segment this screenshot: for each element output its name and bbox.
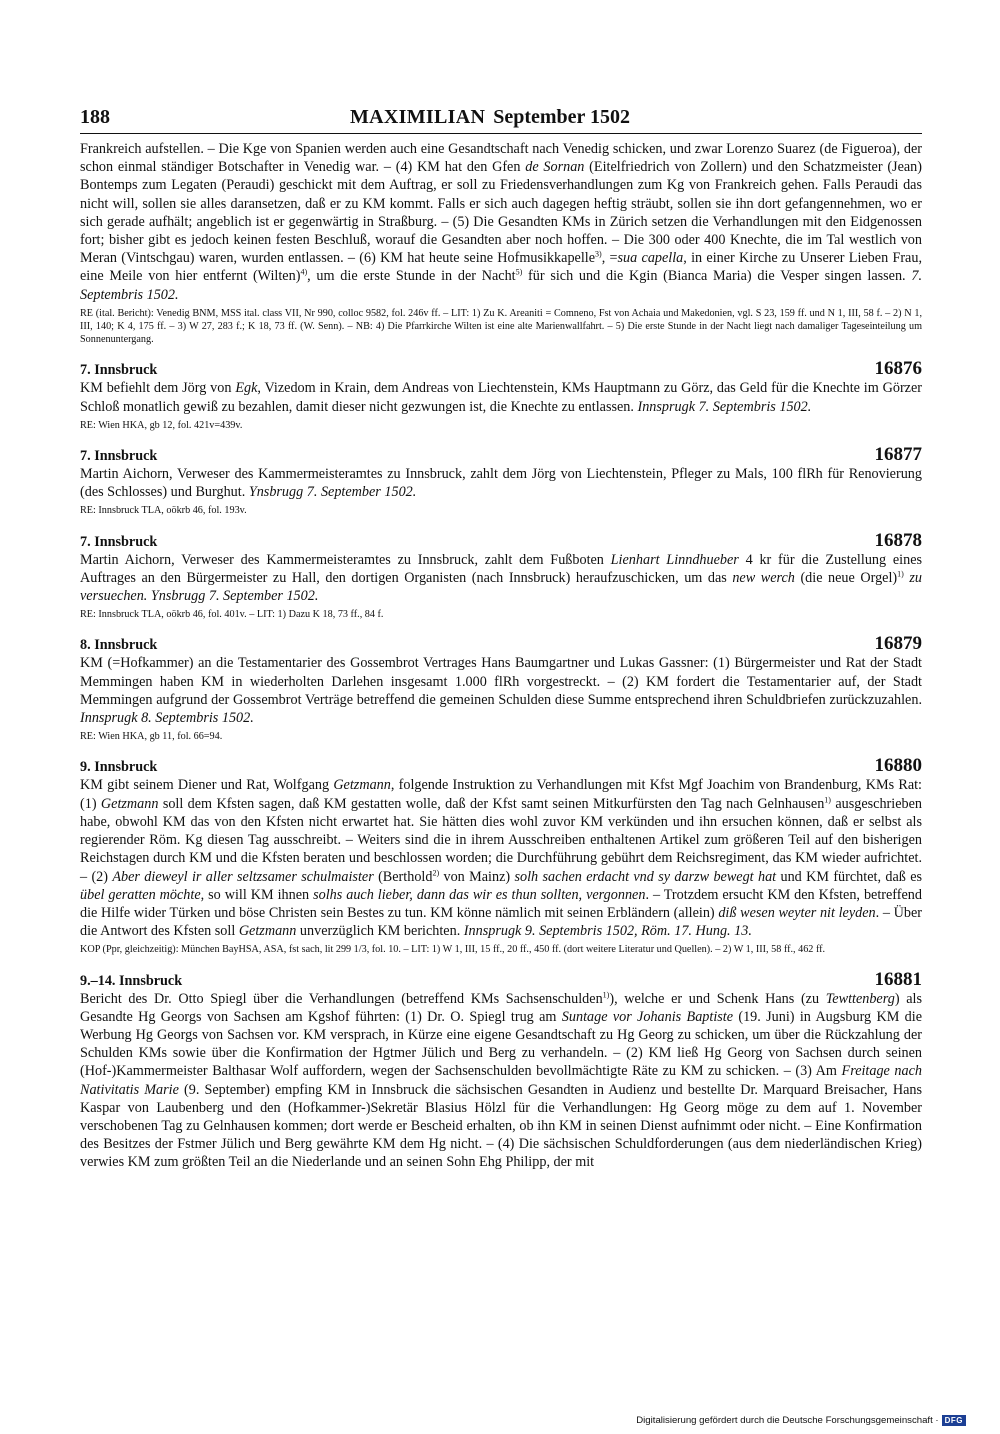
entry-body: KM (=Hofkammer) an die Testamentarier des Gossembrot Vertrages Hans Baumgartner und Lukas Gassner: (1) Bürgermeister und Rat der Stadt Memmingen haben KM in wiederholten Darlehen insgesamt 1.000 flRh vorgestreckt. – (2) KM fordert die Testamentarier auf, der Stadt Memmingen aufgrund der Gossembrot Verträge betreffend die gemeinen Schulden diese Summe entsprechend ihren Schuldbriefen zurückzuzahlen. Innsprugk 8. Septembris 1502. [80,655,922,727]
entry-heading [80,968,922,990]
entry-body: Frankreich aufstellen. – Die Kge von Spanien werden auch eine Gesandtschaft nach Venedig schicken, und zwar Lorenzo Suarez (de Figueroa), der schon einmal ständiger Botschafter in Venedig war. – (4) KM hat den Gfen de Sornan (Eitelfriedrich von Zollern) und den Schatzmeister (Jean) Bontemps zum Legaten (Peraudi) geschickt mit dem Auftrag, er soll zu Friedensverhandlungen zum Kg von Frankreich gehen. Falls Peraudi das nicht will, sollen sie alles daransetzen, daß er zu KM kommt. Falls er sich auch dagegen heftig sträubt, sollen sie ihn dort gefangennehmen, wo er sich gerade aufhält; angeblich ist er gegenwärtig in Straßburg. – (5) Die Gesandten KMs in Zürich setzen die Verhandlungen mit den Eidgenossen fort; bisher gibt es jedoch keinen festen Beschluß, worauf die Gesandten aber noch hoffen. – Die 300 oder 400 Knechte, die im Tal westlich von Meran (Vintschgau) waren, wurden entlassen. – (6) KM hat heute seine Hofmusikkapelle$^{3)}$, =sua capella, in einer Kirche zu Unserer Lieben Frau, eine Meile von hier entfernt (Wilten)$^{4)}$, um die erste Stunde in der Nacht$^{5)}$ für sich und die Kgin (Bianca Maria) die Vesper singen lassen. 7. Septembris 1502. [80,141,922,303]
entry-heading [80,360,922,379]
running-title: MAXIMILIAN [350,106,486,128]
entry-date-place: 9. Innsbruck [80,759,158,776]
entry-date-place: 7. Innsbruck [80,362,158,379]
entry-number: 16880 [874,755,922,777]
entry-number: 16876 [874,358,922,380]
entry-body: Martin Aichorn, Verweser des Kammermeisteramtes zu Innsbruck, zahlt dem Jörg von Liechtenstein, Pfleger zu Mals, 100 flRh für Renovierung (des Schlosses) und Burghut. Ynsbrugg 7. September 1502. [80,466,922,501]
entry-heading [80,635,922,654]
entry-body: Bericht des Dr. Otto Spiegl über die Verhandlungen (betreffend KMs Sachsenschulden$^{1)}$), welche er und Schenk Hans (zu Tewttenberg) als Gesandte Hg Georgs von Sachsen am Kgshof führten: (1) Dr. O. Spiegl trug am Suntage vor Johanis Baptiste (19. Juni) in Augsburg KM die Werbung Hg Georgs von Sachsen vor. KM versprach, in Kürze eine eigene Gesandtschaft zu Hg Georg zu schicken, um über die Rückzahlung der Schulden KMs sowie über die Konfirmation der Hgtmer Jülich und Berg zu verhandeln. – (2) KM ließ Hg Georg von Sachsen durch seinen (Hof-)Kammermeister Balthasar Wolf auffordern, wegen der Sachsenschulden bevollmächtigte Räte zu KM zu schicken. – (3) Am Freitage nach Nativitatis Marie (9. September) empfing KM in Innsbruck die sächsischen Gesandten in Audienz und bestellte Dr. Marquard Breisacher, Hans Kaspar von Laubenberg und den (Hofkammer-)Sekretär Blasius Hölzl für die Verhandlungen: Hg Georg möge zu dem auf 1. November verschobenen Tag zu Gelnhausen kommen; dort werde er Bescheid erhalten, ob ihn KM in seinen Dienst aufnimmt oder nicht. – Eine Konfirmation des Besitzes der Fstmer Jülich und Berg gewährte KM dem Hg nicht. – (4) Die sächsischen Schuldforderungen (aus dem niederländischen Krieg) verwies KM zum größten Teil an die Niederlande und an seinen Sohn Ehg Philipp, der mit [80,989,922,1171]
entry-number: 16881 [874,968,922,990]
entry-note: RE: Innsbruck TLA, oökrb 46, fol. 401v. – LIT: 1) Dazu K 18, 73 ff., 84 f. [80,609,384,621]
entry-note: RE: Wien HKA, gb 11, fol. 66=94. [80,731,223,743]
continuation-entry [80,140,922,346]
entry-body: KM gibt seinem Diener und Rat, Wolfgang Getzmann, folgende Instruktion zu Verhandlungen mit Kfst Mgf Joachim von Brandenburg, KMs Rat: (1) Getzmann soll dem Kfsten sagen, daß KM gestatten wolle, daß der Kfst samt seinen Mitkurfürsten den Tag nach Gelnhausen$^{1)}$ ausgeschrieben habe, obwohl KM das von den Kfsten nicht erwartet hat. Sie hätten dies wohl zuvor KM verkünden und ihn ersuchen können, daß er selbst als regierender Röm. Kg diesen Tag ausschreibt. – Weiters sind die in ihrem Ausschreiben enthaltenen Artikel zum größeren Teil auf den bisherigen Reichstagen durch KM und die Kfsten beraten und beschlossen worden; die Durchführung gebührt dem Reichsregiment, das KM wieder aufrichtet. – (2) Aber dieweyl ir aller seltzsamer schulmaister (Berthold$^{2)}$ von Mainz) solh sachen erdacht vnd sy darzw bewegt hat und KM fürchtet, daß es übel geratten möchte, so will KM ihnen solhs auch lieber, dann das wir es thun sollten, vergonnen. – Trotzdem ersucht KM den Kfsten, betreffend die Hilfe wider Türken und böse Christen sein Bestes zu tun. KM könne nämlich mit seinen Erbländern (allein) diß wesen weyter nit leyden. – Über die Antwort des Kfsten soll Getzmann unverzüglich KM berichten. Innsprugk 9. Septembris 1502, Röm. 17. Hung. 13. [80,777,923,940]
regest-entry-16876 [80,360,922,432]
digitization-footer [636,1415,966,1426]
dfg-logo: DFG [942,1415,966,1426]
entry-date-place: 7. Innsbruck [80,448,158,465]
entry-date-place: 7. Innsbruck [80,533,158,550]
regest-entry-16877 [80,446,922,518]
regest-entry-16881 [80,968,922,1172]
regest-entry-16878 [80,529,923,622]
entry-number: 16877 [874,444,922,466]
entry-heading [80,446,922,465]
entry-number: 16878 [874,529,922,551]
page-number: 188 [80,106,110,128]
entry-body: KM befiehlt dem Jörg von Egk, Vizedom in Krain, dem Andreas von Liechtenstein, KMs Hauptmann zu Görz, das Geld für die Knechte im Görzer Schloß monatlich gewiß zu bezahlen, damit dieser nicht gezwungen ist, die Knechte zu entlassen. Innsprugk 7. Septembris 1502. [80,380,922,415]
entry-body: Martin Aichorn, Verweser des Kammermeisteramtes zu Innsbruck, zahlt dem Fußboten Lienhart Linndhueber 4 kr für die Zustellung eines Auftrages an den Bürgermeister zu Hall, den dortigen Organisten (nach Innsbruck) heraufzuschicken, um das new werch (die neue Orgel)$^{1)}$ zu versuechen. Ynsbrugg 7. September 1502. [80,551,923,605]
footer-credit: Digitalisierung gefördert durch die Deutsche Forschungsgemeinschaft · [636,1415,939,1426]
entry-number: 16879 [874,633,922,655]
entry-heading [80,529,922,551]
entry-note: RE (ital. Bericht): Venedig BNM, MSS ital. class VII, Nr 990, colloc 9582, fol. 246v ff. – LIT: 1) Zu K. Areaniti = Comneno, Fst von Achaia und Makedonien, vgl. S 23, 159 ff. und N 1, III, 58 f. – 2) N 1, III, 140; K 4, 175 ff. – 3) W 27, 283 f.; K 18, 73 ff. (W. Senn). – NB: 4) Die Pfarrkirche Wilten ist eine alte Marienwallfahrt. – 5) Die erste Stunde in der Nacht liegt nach damaliger Tageseinteilung um Sonnenuntergang. [80,307,922,346]
entry-date-place: 8. Innsbruck [80,637,158,654]
entry-note: RE: Wien HKA, gb 12, fol. 421v=439v. [80,419,243,431]
entry-note: RE: Innsbruck TLA, oökrb 46, fol. 193v. [80,505,247,517]
entry-note: KOP (Ppr, gleichzeitig): München BayHSA, ASA, fst sach, lit 299 1/3, fol. 10. – LIT: 1) W 1, III, 15 ff., 20 ff., 450 ff. (dort weitere Literatur und Quellen). – 2) W 1, III, 58 ff., 462 ff. [80,944,826,956]
running-date: September 1502 [493,106,631,128]
entry-date-place: 9.–14. Innsbruck [80,972,183,989]
entry-heading [80,757,922,776]
regest-entry-16879 [80,635,922,743]
running-head [80,106,922,134]
document-page [80,106,922,1172]
regest-entry-16880 [80,757,922,956]
